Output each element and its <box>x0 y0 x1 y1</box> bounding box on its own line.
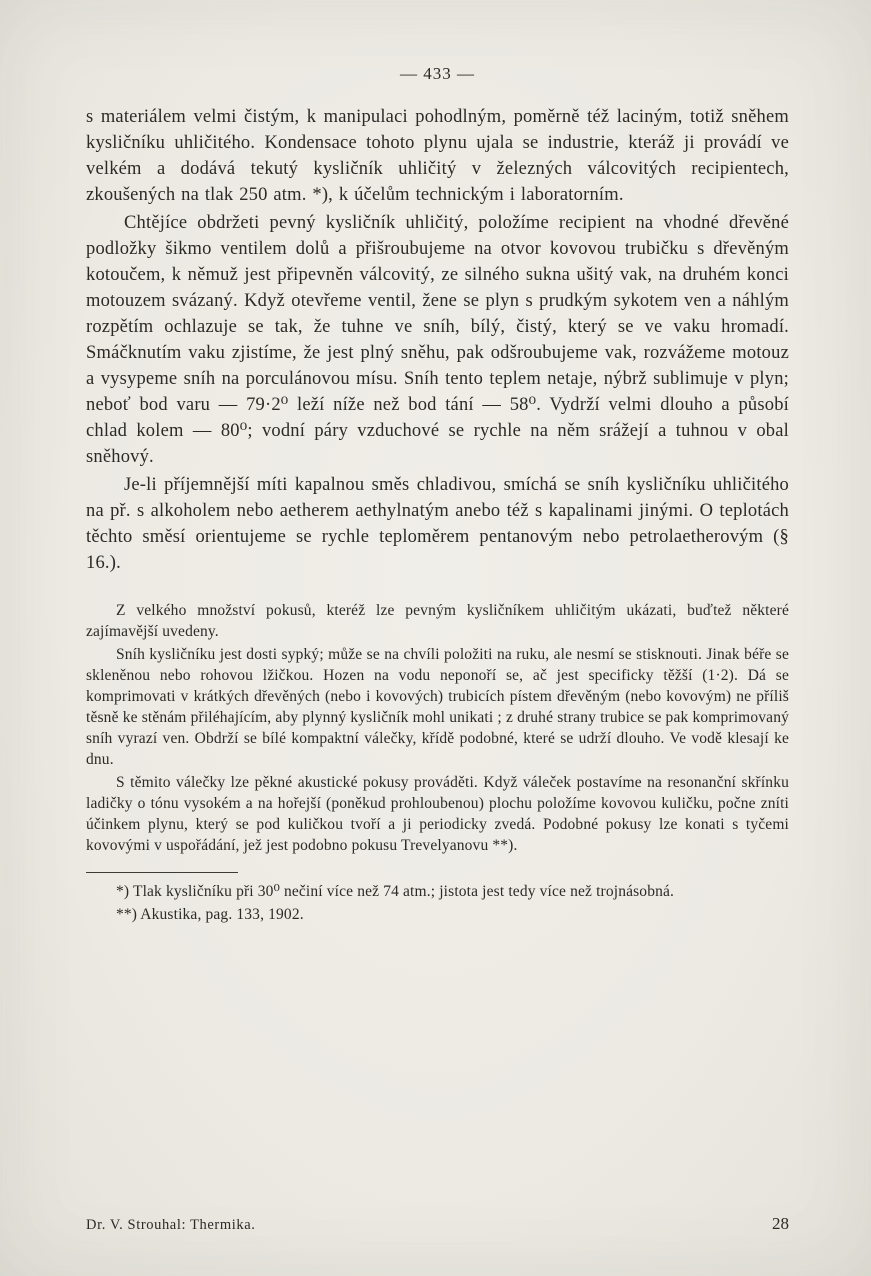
footnote: **) Akustika, pag. 133, 1902. <box>116 906 304 923</box>
body-paragraph: Chtějíce obdržeti pevný kysličník uhličitý, položíme recipient na vhodné dřevěné podložky šikmo ventilem dolů a přišroubujeme na otvor kovovou trubičku s dřevěným kotoučem, k němuž jest připevněn válcovitý, ze silného sukna ušitý vak, na druhém konci motouzem svázaný. Když otevřeme ventil, žene se plyn s prudkým sykotem ven a náhlým rozpětím ochlazuje se tak, že tuhne ve sníh, bílý, čistý, který se ve vaku hromadí. Smáčknutím vaku zjistíme, že jest plný sněhu, pak odšroubujeme vak, rozvážeme motouz a vysypeme sníh na porculánovou mísu. Sníh tento teplem netaje, nýbrž sublimuje v plyn; neboť bod varu — 79·2⁰ leží níže než bod tání — 58⁰. Vydrží velmi dlouho a působí chlad kolem — 80⁰; vodní páry vzduchové se rychle na něm srážejí a tuhnou v obal sněhový. <box>86 213 789 467</box>
small-paragraph: Z velkého množství pokusů, kteréž lze pevným kysličníkem uhličitým ukázati, buďtež některé zajímavější uvedeny. <box>86 602 789 640</box>
body-paragraph: s materiálem velmi čistým, k manipulaci pohodlným, poměrně též laciným, totiž sněhem kysličníku uhličitého. Kondensace tohoto plynu ujala se industrie, kteráž ji provádí ve velkém a dodává tekutý kysličník uhličitý v železných válcovitých recipientech, zkoušených na tlak 250 atm. *), k účelům technickým i laboratorním. <box>86 107 789 205</box>
small-paragraph: S těmito válečky lze pěkné akustické pokusy prováděti. Když váleček postavíme na resonanční skřínku ladičky o tónu vysokém a na hořejší (poněkud prohloubenou) plochu položíme kovovou kuličku, počne zníti účinkem plynu, který se pod kuličkou tvoří a ji periodicky zvedá. Podobné pokusy lze konati s tyčemi kovovými v uspořádání, jež jest podobno pokusu Trevelyanovu **). <box>86 774 789 854</box>
page-footer <box>86 1214 789 1234</box>
signature-number: 28 <box>772 1214 789 1233</box>
body-paragraph: Je-li příjemnější míti kapalnou směs chladivou, smíchá se sníh kysličníku uhličitého na př. s alkoholem nebo aetherem aethylnatým anebo též s kapalinami jinými. O teplotách těchto směsí orientujeme se rychle teploměrem pentanovým nebo petrolaetherovým (§ 16.). <box>86 475 789 573</box>
small-text-block <box>86 600 789 856</box>
main-text-block <box>86 104 789 576</box>
small-paragraph: Sníh kysličníku jest dosti sypký; může se na chvíli položiti na ruku, ale nesmí se stisknouti. Jinak béře se skleněnou nebo rohovou lžičkou. Hozen na vodu neponoří se, ač jest specificky těžší (1·2). Dá se komprimovati v krátkých dřevěných (nebo i kovových) trubicích pístem dřevěným (nebo kovovým) ne příliš těsně ke stěnám přiléhajícím, aby plynný kysličník mohl unikati ; z druhé strany trubice se pak komprimovaný sníh vyrazí ven. Obdrží se bílé kompaktní válečky, křídě podobné, které se udrží dlouho. Ve vodě klesají ke dnu. <box>86 646 789 768</box>
running-title: Dr. V. Strouhal: Thermika. <box>86 1217 256 1233</box>
page-number: — 433 — <box>400 64 475 83</box>
footnote: *) Tlak kysličníku při 30⁰ nečiní více než 74 atm.; jistota jest tedy více než trojnásobná. <box>116 883 675 900</box>
footnote-rule <box>86 872 238 873</box>
footnotes-block <box>86 881 789 925</box>
